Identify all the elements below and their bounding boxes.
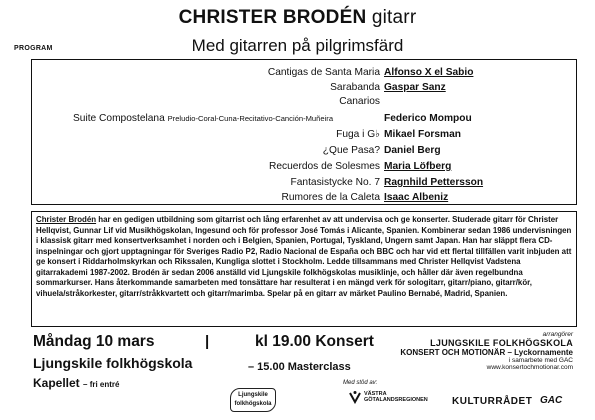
program-work: Fuga i G♭ (336, 129, 380, 140)
event-hall: Kapellet – fri entré (33, 376, 120, 390)
organizer-series: KONSERT OCH MOTIONÄR – Lyckornamente (400, 348, 573, 357)
program-work: Cantigas de Santa Maria (267, 67, 380, 78)
program-row (32, 67, 576, 82)
program-composer: Maria Löfberg (384, 161, 452, 172)
partners-label: Med stöd av: (343, 380, 378, 386)
event-venue: Ljungskile folkhögskola (33, 355, 193, 371)
program-work: ¿Que Pasa? (322, 145, 380, 156)
program-row (32, 129, 576, 144)
event-date: Måndag 10 mars (33, 333, 155, 350)
bio-text: har en gedigen utbildning som gitarrist och lång erfarenhet av att undervisa och ge konserter. Studerade gitarr för Christer Hellqvist, Gunnar Lif vid Musikhögskolan, Ingesund och för professor José Tomás i Alicante, Spanien. Kombinerar sedan 1986 undervisningen i klassisk gitarr med konsertverksamhet i norden och i Belgien, Spanien, Portugal, Tyskland, Ungern samt Japan. Han har släppt flera CD-inspelningar och gjort upptagningar för Sveriges Radio P2, Radio Nacional de España och BBC och har vid ett flertal tillfällen varit inbjuden att ge konsert i Riddarholmskyrkan och Rikssalen, Kungliga slottet i Stockholm. Ledde tillsammans med Christer Hellqvist Vadstena gitarrakademi 1987-2002. Brodén är sedan 2006 anställd vid Ljungskile folkhögskolas musiklinje, och håller där även regelbundna sommarkurser. Hans återkommande samarbeten med tonsättare har resulterat i en mängd verk för sologitarr, gitarr/piano, gitarr/kör, vihuela/stråkorkester, gitarr/stråkkvartett och gitarr/marimba. Spelar på en gitarr av märket Paulino Bernabé, Madrid, Spanien. (36, 215, 572, 298)
program-composer: Ragnhild Pettersson (384, 177, 484, 188)
organizer-block (373, 331, 573, 371)
organizer-name: LJUNGSKILE FOLKHÖGSKOLA (430, 338, 573, 348)
program-row (32, 96, 576, 111)
organizer-collab: i samarbete med GAC (508, 357, 573, 364)
program-row (32, 82, 576, 97)
organizer-label: arrangörer (542, 331, 573, 338)
program-row (32, 177, 576, 192)
gac-logo: GAC (540, 395, 563, 406)
vgr-logo: VÄSTRA GÖTALANDSREGIONEN (348, 390, 428, 404)
program-composer: Mikael Forsman (384, 129, 461, 140)
program-composer: Alfonso X el Sabio (384, 67, 474, 78)
program-composer: Gaspar Sanz (384, 82, 446, 93)
entry-note: – fri entré (83, 380, 120, 389)
program-work: Sarabanda (330, 82, 380, 93)
program-movements: Preludio-Coral-Cuna-Recitativo-Canción-Muñeira (167, 114, 334, 123)
school-logo: Ljungskile folkhögskola (230, 388, 276, 412)
vgr-emblem-icon (348, 390, 362, 404)
program-label: PROGRAM (14, 45, 53, 52)
program-row (32, 145, 576, 160)
concert-subtitle: Med gitarren på pilgrimsfärd (191, 36, 404, 55)
program-work: Recuerdos de Solesmes (269, 161, 380, 172)
kulturradet-logo: KULTURRÅDET (452, 396, 533, 407)
organizer-url: www.konsertochmotionar.com (486, 364, 573, 371)
program-row (32, 113, 576, 128)
masterclass-time: – 15.00 Masterclass (248, 361, 351, 373)
program-composer: Daniel Berg (384, 145, 441, 156)
program-work: Canarios (339, 96, 380, 107)
performer-name: CHRISTER BRODÉN (178, 7, 367, 28)
program-work: Suite Compostelana Preludio-Coral-Cuna-Recitativo-Canción-Muñeira (73, 113, 334, 124)
program-row (32, 192, 576, 207)
bio-name: Christer Brodén (36, 215, 97, 224)
event-time: kl 19.00 Konsert (255, 333, 374, 350)
biography-box (31, 211, 577, 327)
program-composer: Federico Mompou (384, 113, 472, 124)
program-box (31, 59, 577, 205)
concert-title (0, 7, 595, 29)
date-divider: | (205, 333, 210, 350)
program-row (32, 161, 576, 176)
program-composer: Isaac Albeniz (384, 192, 449, 203)
instrument-label: gitarr (371, 7, 417, 28)
program-work: Rumores de la Caleta (281, 192, 380, 203)
program-work: Fantasistycke No. 7 (290, 177, 380, 188)
